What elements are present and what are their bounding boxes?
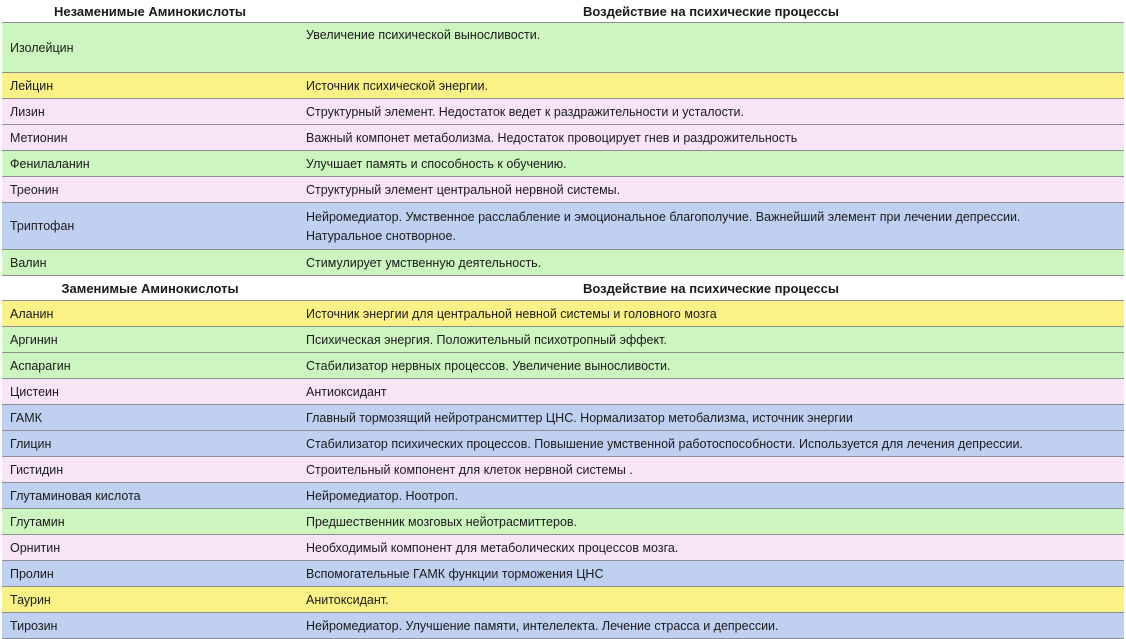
- acid-effect: Структурный элемент. Недостаток ведет к раздражительности и усталости.: [298, 99, 1124, 125]
- acid-effect-line: Нейромедиатор. Умственное расслабление и эмоциональное благополучие. Важнейший элемент при лечении депрессии.: [306, 210, 1021, 224]
- table-row: [2, 301, 1124, 327]
- acid-name: Глицин: [2, 431, 298, 457]
- acid-name: Гистидин: [2, 457, 298, 483]
- acid-effect: Нейромедиатор. Ноотроп.: [298, 483, 1124, 509]
- acid-name: Аргинин: [2, 327, 298, 353]
- acid-effect: Главный тормозящий нейротрансмиттер ЦНС. Нормализатор метобализма, источник энергии: [298, 405, 1124, 431]
- table-row: [2, 73, 1124, 99]
- table-row: [2, 353, 1124, 379]
- acid-name: Треонин: [2, 177, 298, 203]
- acid-effect: Важный компонет метаболизма. Недостаток провоцирует гнев и раздрожительность: [298, 125, 1124, 151]
- acid-effect: Улучшает память и способность к обучению.: [298, 151, 1124, 177]
- column-header-effect: Воздействие на психические процессы: [298, 0, 1124, 23]
- acid-effect: Увеличение психической выносливости.: [298, 23, 1124, 73]
- table-row: [2, 431, 1124, 457]
- acid-name: Метионин: [2, 125, 298, 151]
- acid-effect: Стабилизатор нервных процессов. Увеличение выносливости.: [298, 353, 1124, 379]
- acid-effect: Источник психической энергии.: [298, 73, 1124, 99]
- column-header-acids: Заменимые Аминокислоты: [2, 276, 298, 301]
- column-header-effect: Воздействие на психические процессы: [298, 276, 1124, 301]
- table-row: [2, 203, 1124, 250]
- table-row: [2, 561, 1124, 587]
- table-row: [2, 509, 1124, 535]
- table-header-essential: [2, 0, 1124, 23]
- table-row: [2, 457, 1124, 483]
- acid-effect: Психическая энергия. Положительный психотропный эффект.: [298, 327, 1124, 353]
- acid-name: Глутаминовая кислота: [2, 483, 298, 509]
- acid-name: Пролин: [2, 561, 298, 587]
- table-row: [2, 125, 1124, 151]
- table-header-nonessential: [2, 276, 1124, 301]
- column-header-acids: Незаменимые Аминокислоты: [2, 0, 298, 23]
- acid-effect: Стимулирует умственную деятельность.: [298, 250, 1124, 276]
- table-row: [2, 250, 1124, 276]
- acid-effect: Стабилизатор психических процессов. Повышение умственной работоспособности. Используется для лечения депрессии.: [298, 431, 1124, 457]
- table-row: [2, 587, 1124, 613]
- acid-effect: Источник энергии для центральной невной системы и головного мозга: [298, 301, 1124, 327]
- acid-name: Орнитин: [2, 535, 298, 561]
- table-row: [2, 405, 1124, 431]
- table-row: [2, 483, 1124, 509]
- table-row: [2, 99, 1124, 125]
- acid-name: Изолейцин: [2, 23, 298, 73]
- acid-name: Аланин: [2, 301, 298, 327]
- amino-acid-table: [2, 0, 1124, 639]
- acid-name: Триптофан: [2, 203, 298, 250]
- acid-name: Лизин: [2, 99, 298, 125]
- acid-name: Аспарагин: [2, 353, 298, 379]
- acid-name: Фенилаланин: [2, 151, 298, 177]
- acid-effect: Необходимый компонент для метаболических процессов мозга.: [298, 535, 1124, 561]
- table-row: [2, 613, 1124, 639]
- acid-effect: Вспомогательные ГАМК функции торможения ЦНС: [298, 561, 1124, 587]
- acid-effect: Анитоксидант.: [298, 587, 1124, 613]
- acid-effect: Предшественник мозговых нейотрасмиттеров.: [298, 509, 1124, 535]
- table-row: [2, 327, 1124, 353]
- acid-name: ГАМК: [2, 405, 298, 431]
- acid-effect: Нейромедиатор. Улучшение памяти, интелелекта. Лечение страсса и депрессии.: [298, 613, 1124, 639]
- acid-effect: Структурный элемент центральной нервной системы.: [298, 177, 1124, 203]
- acid-name: Цистеин: [2, 379, 298, 405]
- table-row: [2, 379, 1124, 405]
- table-row: [2, 151, 1124, 177]
- acid-name: Тирозин: [2, 613, 298, 639]
- table-row: [2, 535, 1124, 561]
- acid-effect: [298, 203, 1124, 250]
- acid-name: Лейцин: [2, 73, 298, 99]
- acid-effect: Строительный компонент для клеток нервной системы .: [298, 457, 1124, 483]
- acid-effect-line: Натуральное снотворное.: [306, 229, 456, 243]
- acid-name: Таурин: [2, 587, 298, 613]
- table-row: [2, 177, 1124, 203]
- acid-name: Валин: [2, 250, 298, 276]
- acid-name: Глутамин: [2, 509, 298, 535]
- acid-effect: Антиоксидант: [298, 379, 1124, 405]
- table-row: [2, 23, 1124, 73]
